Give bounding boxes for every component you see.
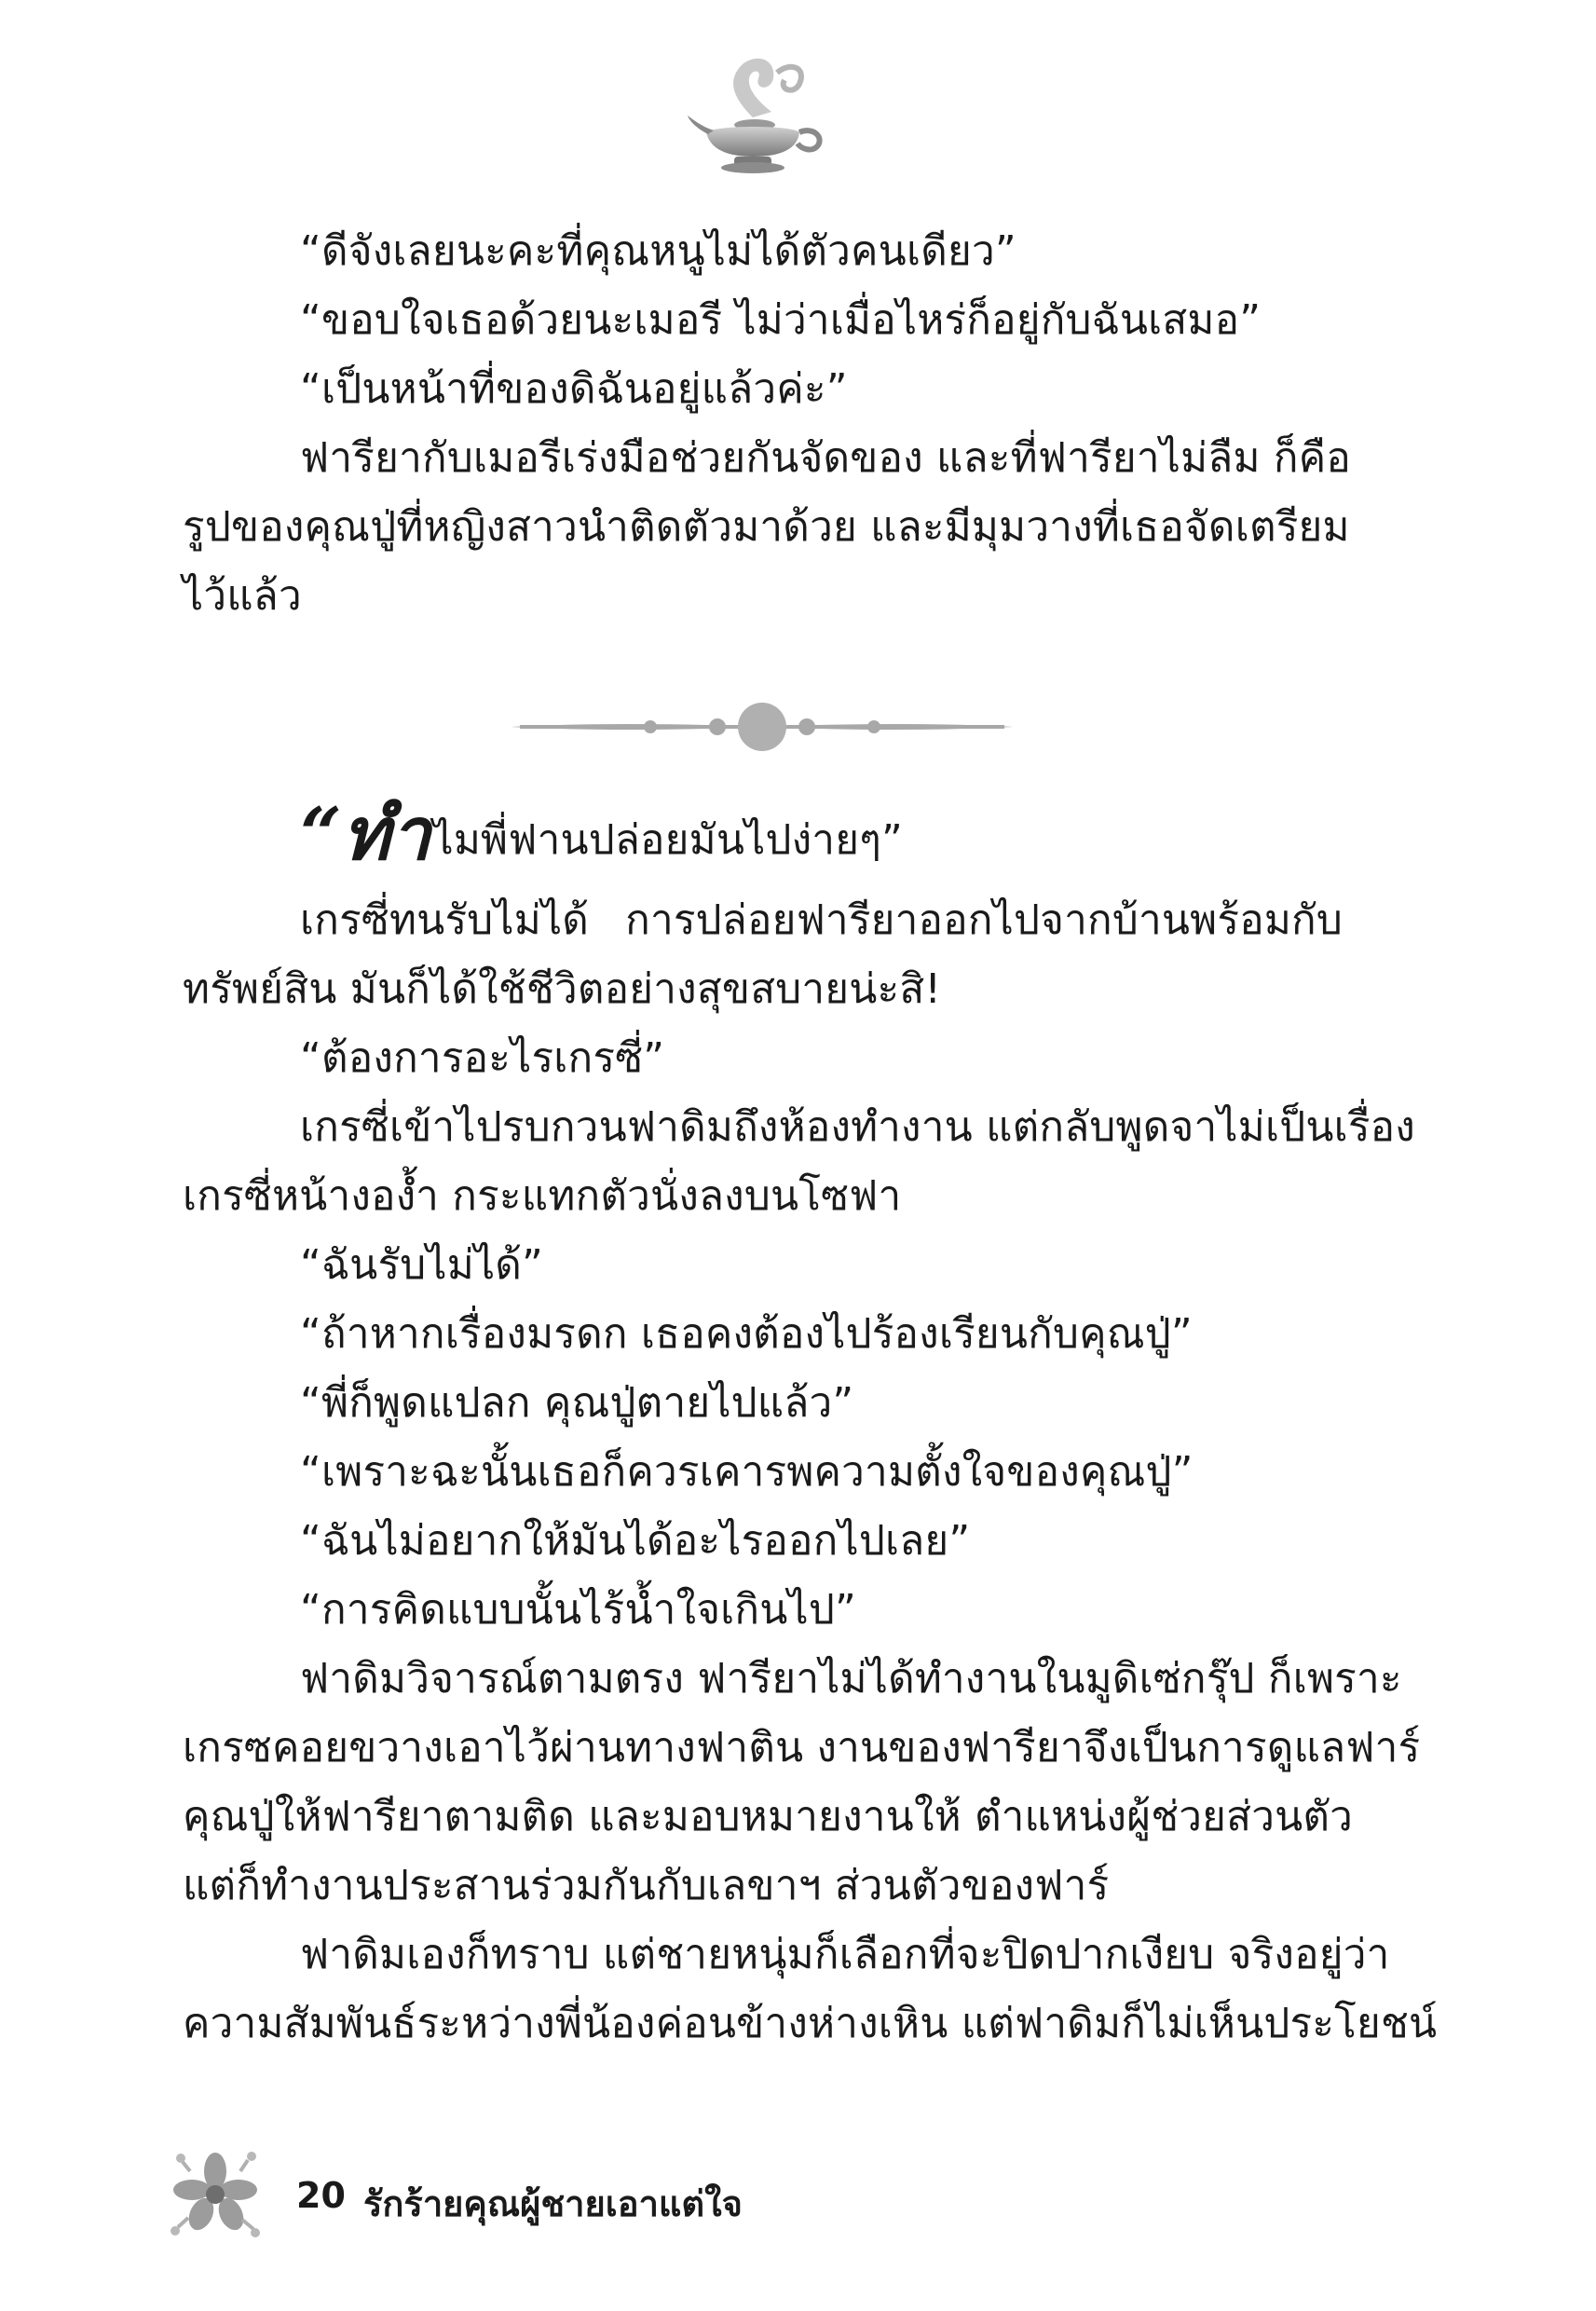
dropcap-rest: ไมพี่ฟานปล่อยมันไปง่ายๆ” xyxy=(432,816,903,864)
dropcap-line xyxy=(300,792,903,877)
paragraph-line: เกรซี่เข้าไปรบกวนฟาดิมถึงห้องทำงาน แต่กลับพูดจาไม่เป็นเรื่อง xyxy=(300,1103,1415,1151)
paragraph-line: “ดีจังเลยนะคะที่คุณหนูไม่ได้ตัวคนเดียว” xyxy=(300,227,1016,275)
paragraph-line: ฟาดิมเองก็ทราบ แต่ชายหนุ่มก็เลือกที่จะปิดปากเงียบ จริงอยู่ว่า xyxy=(300,1931,1390,1978)
paragraph-line: ฟารียากับเมอรีเร่งมือช่วยกันจัดของ และที่ฟารียาไม่ลืม ก็คือ xyxy=(300,434,1351,482)
paragraph-line: ไว้แล้ว xyxy=(183,572,302,620)
paragraph-line: เกรซี่หน้างอง้ำ กระแทกตัวนั่งลงบนโซฟา xyxy=(183,1172,902,1220)
paragraph-line: ความสัมพันธ์ระหว่างพี่น้องค่อนข้างห่างเหิน แต่ฟาดิมก็ไม่เห็นประโยชน์ xyxy=(183,2000,1438,2047)
paragraph-line: “ฉันรับไม่ได้” xyxy=(300,1241,544,1289)
flower-ornament-icon xyxy=(164,2143,266,2246)
paragraph-line: แต่ก็ทำงานประสานร่วมกันกับเลขาฯ ส่วนตัวของฟาร์ xyxy=(183,1862,1110,1909)
paragraph-line: “ขอบใจเธอด้วยนะเมอรี ไม่ว่าเมื่อไหร่ก็อยู่กับฉันเสมอ” xyxy=(300,296,1262,344)
paragraph-line: “เป็นหน้าที่ของดิฉันอยู่แล้วค่ะ” xyxy=(300,365,848,413)
book-title: รักร้ายคุณผู้ชายเอาแต่ใจ xyxy=(363,2183,743,2224)
page-number: 20 xyxy=(296,2175,346,2216)
paragraph-line: “ต้องการอะไรเกรซี่” xyxy=(300,1034,665,1082)
paragraph-line: “เพราะฉะนั้นเธอก็ควรเคารพความตั้งใจของคุณปู่” xyxy=(300,1448,1194,1496)
paragraph-line: “ถ้าหากเรื่องมรดก เธอคงต้องไปร้องเรียนกับคุณปู่” xyxy=(300,1310,1193,1358)
dropcap: “ทำ xyxy=(300,792,431,877)
paragraph-line: “การคิดแบบนั้นไร้น้ำใจเกินไป” xyxy=(300,1586,856,1634)
paragraph-line: “ฉันไม่อยากให้มันได้อะไรออกไปเลย” xyxy=(300,1517,971,1565)
paragraph-line: “พี่ก็พูดแปลก คุณปู่ตายไปแล้ว” xyxy=(300,1379,854,1427)
paragraph-line: ทรัพย์สิน มันก็ได้ใช้ชีวิตอย่างสุขสบายน่ะสิ! xyxy=(183,965,942,1013)
genie-lamp-icon xyxy=(688,52,827,178)
paragraph-line: เกรซคอยขวางเอาไว้ผ่านทางฟาติน งานของฟารียาจึงเป็นการดูแลฟาร์ xyxy=(183,1724,1421,1771)
paragraph-line: ฟาดิมวิจารณ์ตามตรง ฟารียาไม่ได้ทำงานในมูดิเซ่กรุ๊ป ก็เพราะ xyxy=(300,1655,1402,1702)
paragraph-line: คุณปู่ให้ฟารียาตามติด และมอบหมายงานให้ ตำแหน่งผู้ช่วยส่วนตัว xyxy=(183,1793,1354,1840)
ornamental-divider xyxy=(511,699,1014,755)
paragraph-line: รูปของคุณปู่ที่หญิงสาวนำติดตัวมาด้วย และมีมุมวางที่เธอจัดเตรียม xyxy=(183,503,1350,551)
paragraph-line: เกรซี่ทนรับไม่ได้ การปล่อยฟารียาออกไปจากบ้านพร้อมกับ xyxy=(300,896,1343,944)
